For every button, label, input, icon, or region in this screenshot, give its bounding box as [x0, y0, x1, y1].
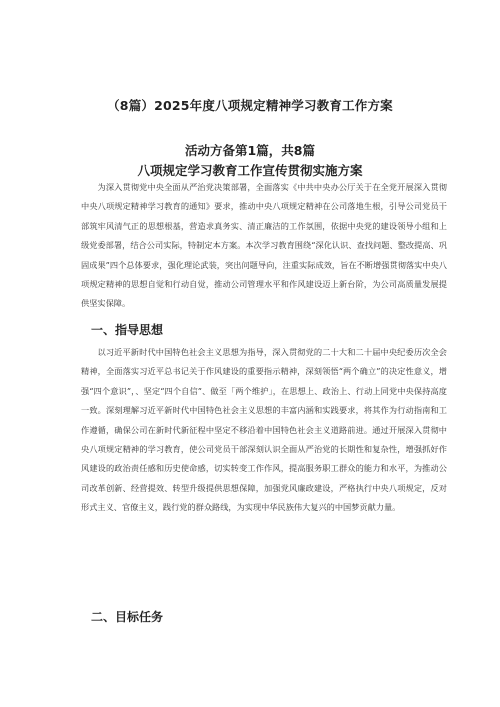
guiding-thought-paragraph: 以习近平新时代中国特色社会主义思想为指导，深入贯彻党的二十大和二十届中央纪委历次全会精神，全面落实习近平总书记关于作风建设的重要指示精神，深刻领悟“两个确立”的决定性意义，增强“四个意识”，、坚定“四个自信”、做至「两个维护」，在思想上、政治上、行动上同党中央保持高度一致。深刻理解习近平新时代中国特色社会主义思想的丰富内涵和实践要求，将其作为行动指南和工作遵循，确保公司在新时代新征程中坚定不移沿着中国特色社会主义道路前进。通过开展深入贯彻中央八项规定精神的学习教育，使公司党员干部深刻认识全面从严治党的长期性和复杂性，增强抓好作风建设的政治责任感和历史使命感，切实转变工作作风，提高服务职工群众的能力和水平，为推动公司改革创新、经营提效、转型升级提供思想保障，加强党风廉政建设，严格执行中央八项规定，反对形式主义、官僚主义，践行党的群众路线，为实现中华民族伟大复兴的中国梦贡献力量。 [81, 347, 447, 513]
section-heading-goals: 二、目标任务 [91, 610, 164, 624]
document-title: （8篇）2025年度八项规定精神学习教育工作方案 [107, 98, 393, 113]
intro-paragraph: 为深入贯彻党中央全面从严治党决策部署，全面落实《中共中央办公厅关于在全党开展深入贯彻中央八项规定精神学习教育的通知》要求，推动中央八项规定精神在公司落地生根，引导公司党员干部筑牢风清气正的思想根基，营造求真务实、清正廉洁的工作氛围，依据中央党的建设领导小组和上级党委部署，结合公司实际，特制定本方案。本次学习教育围绕“深化认识、查找问题、整改提高、巩固成果”四个总体要求，强化理论武装，突出问题导向，注重实际成效，旨在不断增强贯彻落实中央八项规定精神的思想自觉和行动自觉，推动公司管理水平和作风建设迈上新台阶，为公司高质量发展提供坚实保障。 [81, 182, 447, 309]
document-subtitle-name: 八项规定学习教育工作宣传贯彻实施方案 [137, 163, 363, 178]
section-heading-guiding-thought: 一、指导思想 [91, 323, 164, 337]
document-subtitle-series: 活动方备第1篇，共8篇 [185, 143, 315, 158]
